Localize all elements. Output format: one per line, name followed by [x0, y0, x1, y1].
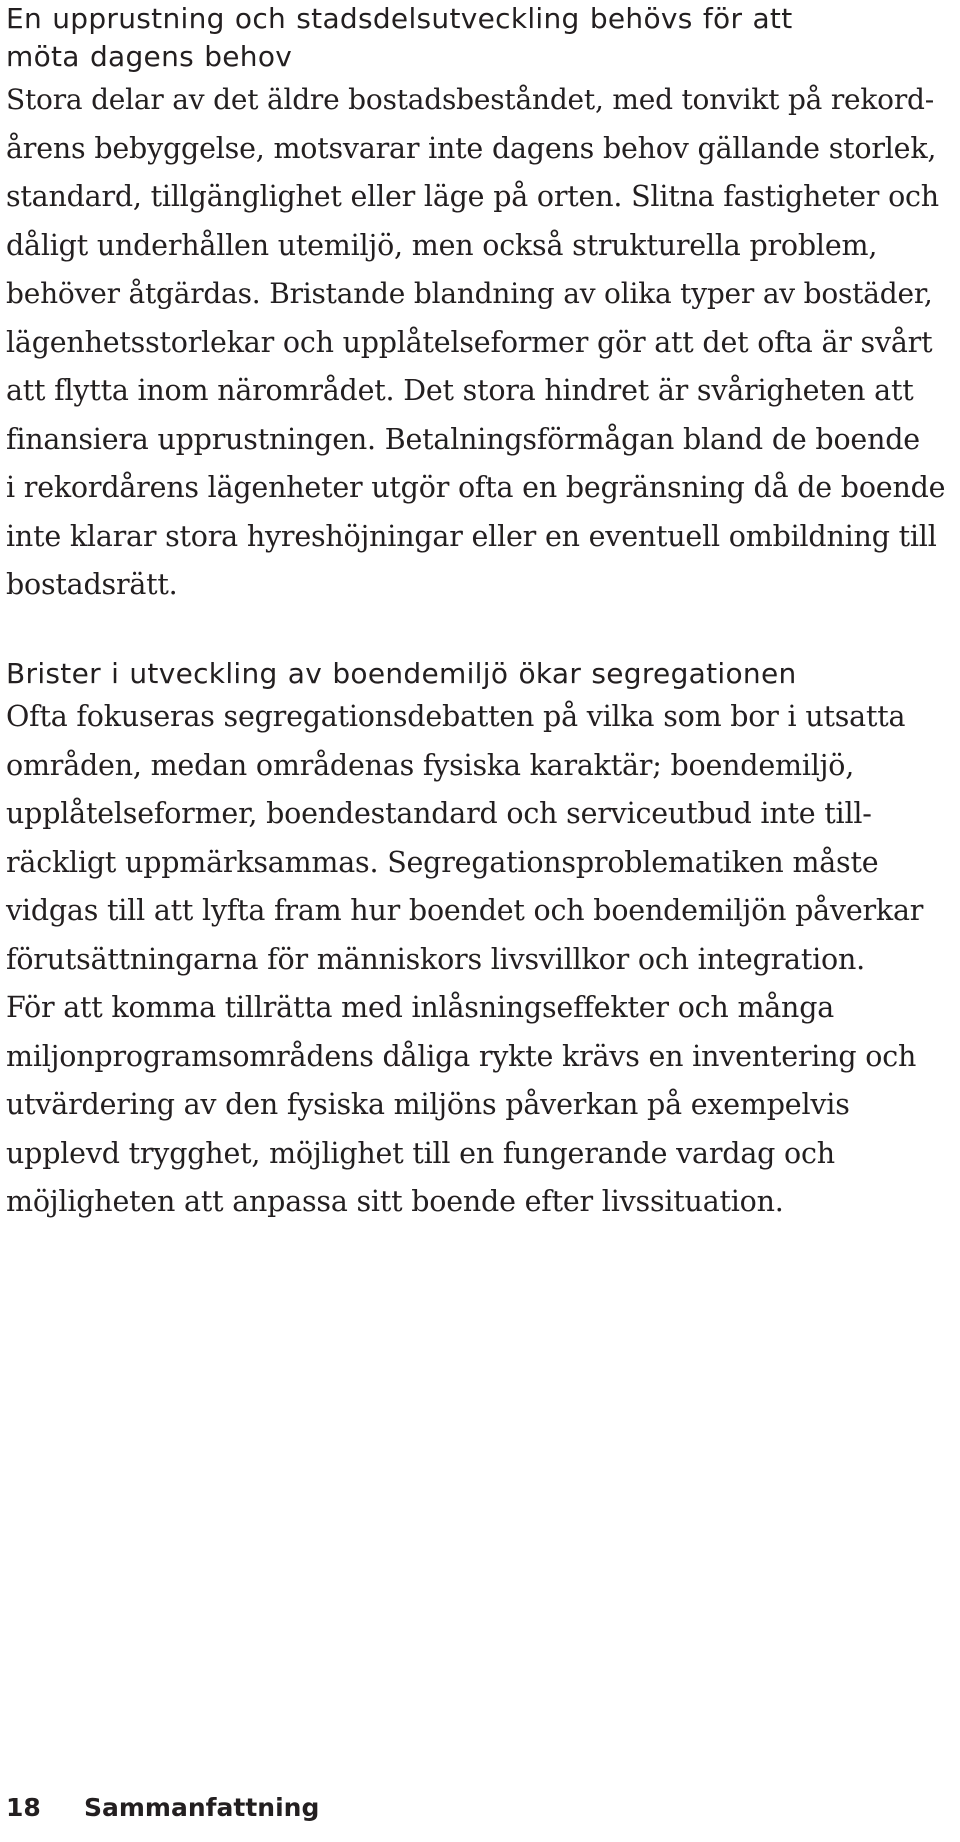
text-line: finansiera upprustningen. Betalningsförmågan bland de boende: [6, 422, 920, 456]
heading-line: Brister i utveckling av boendemiljö ökar segregationen: [6, 657, 797, 690]
text-line: vidgas till att lyfta fram hur boendet och boendemiljön påverkar: [6, 894, 924, 927]
text-line: upplåtelseformer, boendestandard och serviceutbud inte till-: [6, 797, 872, 830]
running-title: Sammanfattning: [84, 1793, 320, 1822]
text-line: att flytta inom närområdet. Det stora hindret är svårigheten att: [6, 374, 914, 407]
section-heading: [6, 655, 946, 693]
heading-line: En upprustning och stadsdelsutveckling behövs för att: [6, 2, 793, 35]
section-upprustning: [6, 0, 946, 610]
text-line: inte klarar stora hyreshöjningar eller en eventuell ombildning till: [6, 519, 937, 553]
text-line: räckligt uppmärksammas. Segregationsproblematiken måste: [6, 845, 879, 879]
section-heading: [6, 0, 946, 76]
text-line: möjligheten att anpassa sitt boende efter livssituation.: [6, 1185, 784, 1218]
text-line: upplevd trygghet, möjlighet till en fungerande vardag och: [6, 1136, 835, 1170]
text-line: utvärdering av den fysiska miljöns påverkan på exempelvis: [6, 1088, 850, 1121]
text-line: förutsättningarna för människors livsvillkor och integration.: [6, 942, 865, 976]
text-line: standard, tillgänglighet eller läge på orten. Slitna fastigheter och: [6, 180, 939, 213]
text-line: Stora delar av det äldre bostadsbeståndet, med tonvikt på rekord-: [6, 83, 935, 116]
text-line: behöver åtgärdas. Bristande blandning av olika typer av bostäder,: [6, 277, 933, 310]
page-number: 18: [6, 1793, 41, 1822]
section-paragraph: [6, 693, 946, 1227]
text-line: lägenhetsstorlekar och upplåtelseformer gör att det ofta är svårt: [6, 325, 933, 359]
text-line: Ofta fokuseras segregationsdebatten på vilka som bor i utsatta: [6, 700, 906, 733]
text-line: årens bebyggelse, motsvarar inte dagens behov gällande storlek,: [6, 131, 937, 165]
text-line: miljonprogramsområdens dåliga rykte krävs en inventering och: [6, 1039, 917, 1073]
text-line: bostadsrätt.: [6, 568, 178, 601]
section-paragraph: [6, 76, 946, 610]
text-line: dåligt underhållen utemiljö, men också strukturella problem,: [6, 228, 878, 262]
text-line: För att komma tillrätta med inlåsningseffekter och många: [6, 991, 835, 1024]
text-line: i rekordårens lägenheter utgör ofta en begränsning då de boende: [6, 471, 946, 504]
text-line: områden, medan områdenas fysiska karaktär; boendemiljö,: [6, 748, 855, 782]
section-segregation: [6, 655, 946, 1227]
heading-line: möta dagens behov: [6, 40, 293, 73]
page-footer: [6, 1792, 319, 1824]
